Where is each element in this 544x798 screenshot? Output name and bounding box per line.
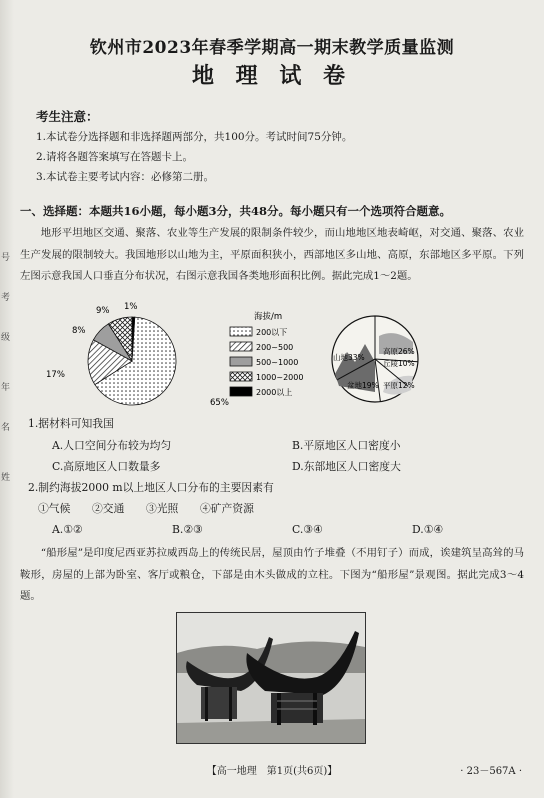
binding-char: 名 [1, 423, 11, 433]
boat-house-photo [176, 612, 366, 744]
legend-swatch [230, 357, 252, 366]
legend-label: 500~1000 [256, 358, 299, 367]
q1-option-b[interactable]: B.平原地区人口密度小 [292, 439, 401, 452]
q2-option-d[interactable]: D.①④ [412, 523, 444, 536]
population-altitude-pie [46, 302, 340, 415]
binding-char: 年 [1, 383, 11, 393]
binding-char: 号 [1, 253, 11, 263]
exam-code: · 23－567A · [460, 766, 522, 777]
q1-option-c[interactable]: C.高原地区人口数量多 [52, 460, 161, 473]
intro-paragraph: 地形平坦地区交通、聚落、农业等生产发展的限制条件较少，而山地地区地表崎岖，对交通、聚落、农业生产发展的限制较大。我国地形以山地为主，平原面积狭小，西部地区多山地、高原，东部地区多平原。下列左图示意我国人口垂直分布状况，右图示意我国各类地形面积比例。据此完成1～2题。 [20, 227, 524, 282]
notice-title: 考生注意： [36, 109, 99, 124]
slice-label: 9% [96, 306, 110, 316]
terrain-label: 高原26% [383, 347, 415, 356]
terrain-label: 盆地19% [347, 381, 379, 390]
binding-margin [0, 0, 14, 798]
binding-char: 姓 [1, 473, 11, 483]
legend-label: 200以下 [256, 328, 288, 337]
legend-swatch [230, 342, 252, 351]
q2-option-c[interactable]: C.③④ [292, 523, 323, 536]
notice-item: 2.请将各题答案填写在答题卡上。 [36, 151, 194, 163]
legend-swatch [230, 372, 252, 381]
passage-boat-house: “船形屋”是印度尼西亚苏拉威西岛上的传统民居，屋顶由竹子堆叠（不用钉子）而成，诶建筑呈高耸的马鞍形，房屋的上部为卧室、客厅或粮仓，下部是由木头做成的立柱。下图为“船形屋”景观图。据此完成3～4题。 [20, 547, 524, 602]
terrain-label: 平原12% [383, 381, 415, 390]
section-heading: 一、选择题：本题共16小题，每小题3分，共48分。每小题只有一个选项符合题意。 [20, 204, 452, 218]
question-2-stem: 2.制约海拔2000 m以上地区人口分布的主要因素有 [28, 481, 274, 494]
slice-label: 8% [72, 326, 86, 336]
legend-swatch [230, 327, 252, 336]
q2-factors: ①气候 ②交通 ③光照 ④矿产资源 [38, 502, 254, 515]
terrain-area-pie [325, 314, 425, 404]
question-1-stem: 1.据材料可知我国 [28, 417, 114, 430]
legend-title: 海拔/m [254, 312, 283, 322]
pie-slices [88, 317, 176, 405]
legend-label: 2000以上 [256, 388, 293, 397]
legend-swatch [230, 387, 252, 396]
terrain-label: 丘陵10% [383, 359, 415, 368]
slice-label: 65% [210, 398, 229, 408]
q1-option-d[interactable]: D.东部地区人口密度大 [292, 460, 401, 473]
q2-option-b[interactable]: B.②③ [172, 523, 203, 536]
legend [230, 327, 303, 397]
binding-char: 考 [1, 293, 11, 303]
q2-option-a[interactable]: A.①② [52, 523, 83, 536]
legend-label: 1000~2000 [256, 373, 304, 382]
notice-item: 3.本试卷主要考试内容：必修第二册。 [36, 171, 215, 183]
exam-subtitle: 地 理 试 卷 [192, 63, 352, 89]
exam-title: 钦州市2023年春季学期高一期末教学质量监测 [89, 38, 455, 58]
terrain-label: 山地33% [333, 353, 365, 362]
legend-label: 200~500 [256, 343, 294, 352]
notice-item: 1.本试卷分选择题和非选择题两部分，共100分。考试时间75分钟。 [36, 131, 353, 143]
page-footer: 【高一地理 第1页(共6页)】 [206, 766, 338, 777]
slice-label: 1% [124, 302, 138, 312]
slice-label: 17% [46, 370, 65, 380]
q1-option-a[interactable]: A.人口空间分布较为均匀 [52, 439, 172, 452]
binding-char: 级 [1, 333, 11, 343]
